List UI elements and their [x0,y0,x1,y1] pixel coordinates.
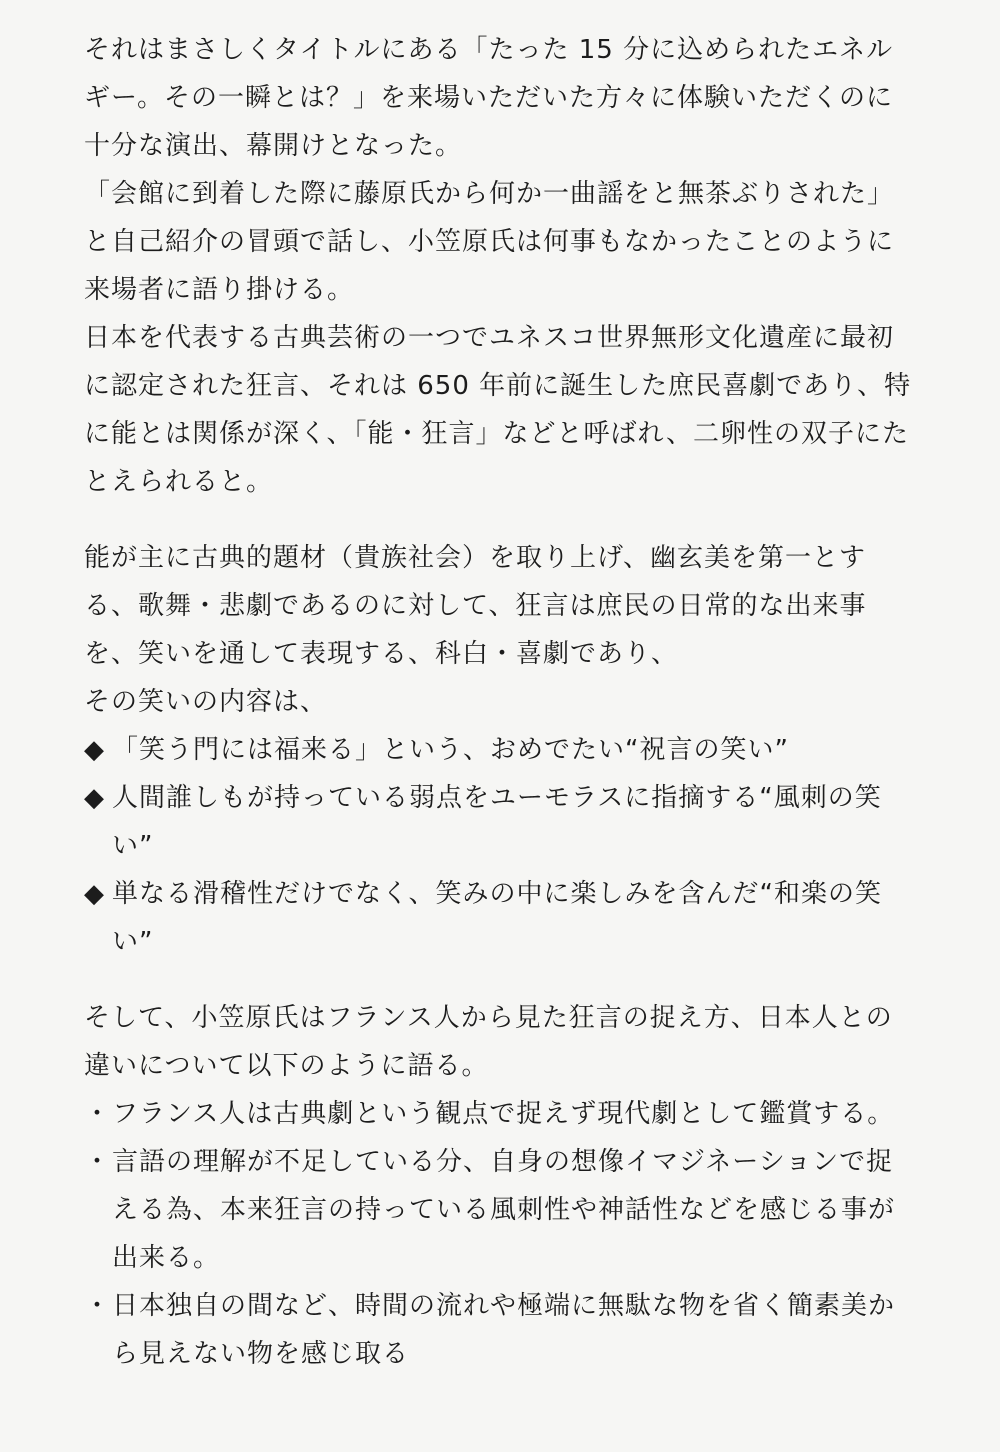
list-item [84,1282,916,1378]
laugh-content-lead: その笑いの内容は、 [84,687,328,717]
diamond-bullet-icon: ◆ [84,735,105,765]
dot-bullet-icon: ・ [84,1099,112,1129]
list-item-text: 人間誰しもが持っている弱点をユーモラスに指摘する“風刺の笑い” [112,783,882,861]
list-item-text: 単なる滑稽性だけでなく、笑みの中に楽しみを含んだ“和楽の笑い” [112,879,882,957]
laugh-types-list [84,726,916,966]
list-item-text: フランス人は古典劇という観点で捉えず現代劇として鑑賞する。 [112,1099,895,1129]
list-item [84,870,916,966]
french-views-list [84,1090,916,1378]
list-item [84,774,916,870]
list-item [84,1138,916,1282]
diamond-bullet-icon: ◆ [84,879,105,909]
self-introduction-paragraph: 「会館に到着した際に藤原氏から何か一曲謡をと無茶ぶりされた」と自己紹介の冒頭で話し、小笠原氏は何事もなかったことのように来場者に語り掛ける。 [84,179,895,305]
section-gap [84,966,916,994]
diamond-bullet-icon: ◆ [84,783,105,813]
french-perspective-paragraph: そして、小笠原氏はフランス人から見た狂言の捉え方、日本人との違いについて以下のように語る。 [84,1003,893,1081]
intro-paragraph: それはまさしくタイトルにある「たった 15 分に込められたエネルギー。その一瞬とは？」を来場いただいた方々に体験いただくのに十分な演出、幕開けとなった。 [84,35,894,161]
section-gap [84,506,916,534]
list-item [84,1090,916,1138]
noh-vs-kyogen-paragraph: 能が主に古典的題材（貴族社会）を取り上げ、幽玄美を第一とする、歌舞・悲劇であるのに対して、狂言は庶民の日常的な出来事を、笑いを通して表現する、科白・喜劇であり、 [84,543,867,669]
list-item [84,726,916,774]
dot-bullet-icon: ・ [84,1147,112,1177]
list-item-text: 「笑う門には福来る」という、おめでたい“祝言の笑い” [112,735,789,765]
list-item-text: 言語の理解が不足している分、自身の想像イマジネーションで捉える為、本来狂言の持っている風刺性や神話性などを感じる事が出来る。 [112,1147,896,1273]
dot-bullet-icon: ・ [84,1291,112,1321]
kyogen-description-paragraph: 日本を代表する古典芸術の一つでユネスコ世界無形文化遺産に最初に認定された狂言、それは 650 年前に誕生した庶民喜劇であり、特に能とは関係が深く、「能・狂言」などと呼ばれ、二卵性の双子にたとえられると。 [84,323,912,497]
list-item-text: 日本独自の間など、時間の流れや極端に無駄な物を省く簡素美から見えない物を感じ取る [112,1291,896,1369]
